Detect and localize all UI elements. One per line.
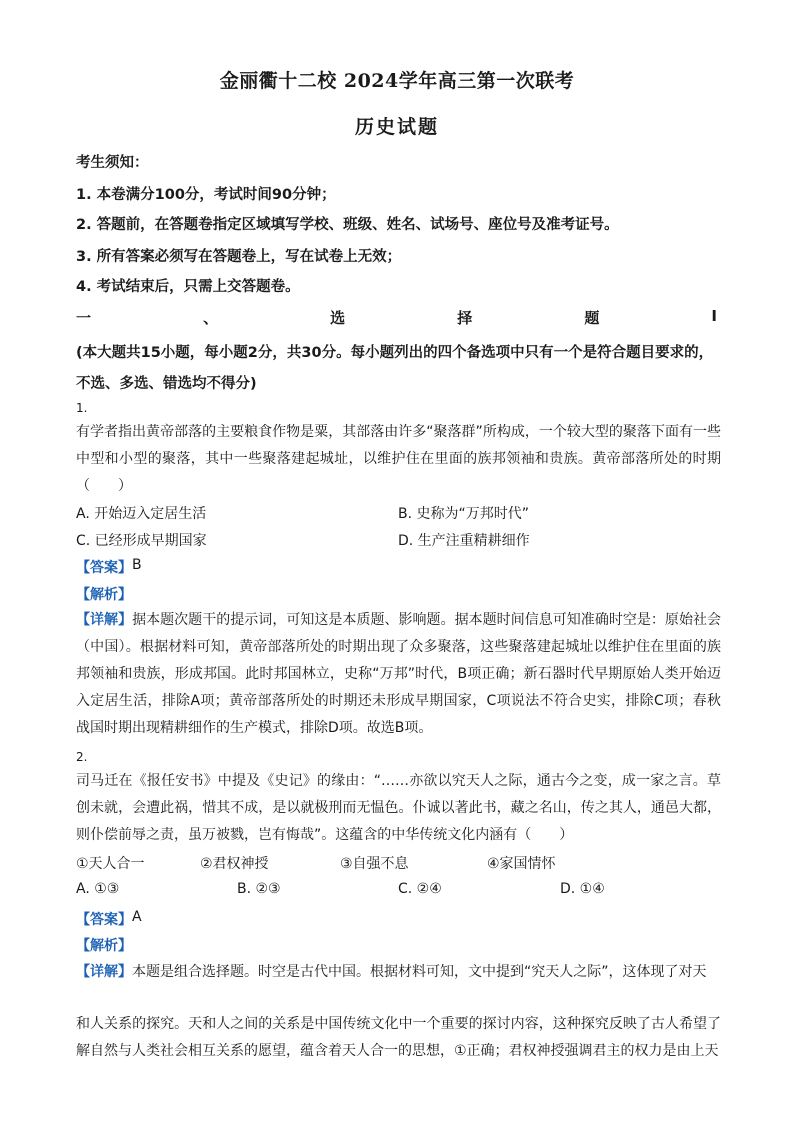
q1-detail-text: 据本题次题干的提示词，可知这是本质题、影响题。据本题时间信息可知准确时空是：原始社会（中国）。根据材料可知，黄帝部落所处的时期出现了众多聚落，这些聚落建起城址以维护住在里面的族邦领袖和贵族，形成邦国。此时邦国林立，史称“万邦”时代，B项正确；新石器时代早期原始人类开始迈入定居生活，排除A项；黄帝部落所处的时期还未形成早期国家，C项说法不符合史实，排除C项；春秋战国时期出现精耕细作的生产模式，排除D项。故选B项。	[76, 612, 722, 736]
q1-answer-label: 【答案】	[76, 560, 132, 576]
notice-item-3: 3. 所有答案必须写在答题卷上，写在试卷上无效；	[76, 249, 402, 265]
q2-answer-value: A	[132, 909, 142, 925]
q1-option-d: D. 生产注重精耕细作	[398, 533, 530, 549]
q2-detail-continuation: 和人关系的探究。天和人之间的关系是中国传统文化中一个重要的探讨内容，这种探究反映了古人希望了解自然与人类社会相互关系的愿望，蕴含着天人合一的思想，①正确；君权神授强调君主的权力是由上天	[76, 1016, 721, 1059]
q1-detail-label: 【详解】	[76, 612, 133, 628]
section-description: (本大题共15小题，每小题2分，共30分。每小题列出的四个备选项中只有一个是符合题目要求的，不选、多选、错选均不得分)	[76, 345, 714, 392]
question-2-number: 2.	[76, 750, 88, 764]
q1-detail	[76, 607, 721, 742]
notice-item-1: 1. 本卷满分100分，考试时间90分钟；	[76, 187, 336, 203]
notice-item-2: 2. 答题前，在答题卷指定区域填写学校、班级、姓名、试场号、座位号及准考证号。	[76, 217, 619, 233]
exam-title: 金丽衢十二校 2024学年高三第一次联考	[219, 70, 575, 92]
q2-analysis-label: 【解析】	[76, 938, 132, 954]
section-heading-char: 、	[203, 309, 219, 327]
q1-option-c: C. 已经形成早期国家	[76, 533, 207, 549]
q2-option-b: B. ②③	[237, 881, 281, 897]
section-heading-char: I	[711, 307, 717, 325]
section-heading-char: 择	[457, 309, 473, 327]
section-heading-char: 选	[330, 309, 346, 327]
notice-item-4: 4. 考试结束后，只需上交答题卷。	[76, 279, 300, 295]
q2-item-3: ③自强不息	[340, 856, 409, 872]
section-heading-char: 一	[76, 309, 92, 327]
q2-detail-text: 本题是组合选择题。时空是古代中国。根据材料可知，文中提到“究天人之际”，这体现了对天	[132, 964, 707, 980]
q2-item-4: ④家国情怀	[487, 856, 556, 872]
q2-option-d: D. ①④	[560, 881, 605, 897]
q2-detail-label: 【详解】	[76, 964, 132, 980]
question-2-stem: 司马迁在《报任安书》中提及《史记》的缘由：“……亦欲以究天人之际，通古今之变，成一家之言。草创未就，会遭此祸，惜其不成，是以就极刑而无愠色。仆诚以著此书，藏之名山，传之其人，通邑大都，则仆偿前辱之责，虽万被戮，岂有悔哉”。这蕴含的中华传统文化内涵有（ ）	[76, 773, 721, 843]
q2-item-2: ②君权神授	[200, 856, 269, 872]
q2-item-1: ①天人合一	[76, 856, 145, 872]
section-heading	[76, 307, 717, 328]
q1-answer-value: B	[132, 557, 142, 573]
q2-answer-label: 【答案】	[76, 912, 132, 928]
q1-option-a: A. 开始迈入定居生活	[76, 506, 207, 522]
question-1-number: 1.	[76, 401, 88, 415]
q1-analysis-label: 【解析】	[76, 587, 132, 603]
section-heading-char: 题	[584, 309, 600, 327]
question-1-stem: 有学者指出黄帝部落的主要粮食作物是粟，其部落由许多“聚落群”所构成，一个较大型的聚落下面有一些中型和小型的聚落，其中一些聚落建起城址，以维护住在里面的族邦领袖和贵族。黄帝部落所处的时期（ ）	[76, 424, 721, 494]
q1-option-b: B. 史称为“万邦时代”	[398, 506, 530, 522]
exam-subtitle: 历史试题	[354, 116, 439, 138]
q2-option-c: C. ②④	[398, 881, 442, 897]
q2-option-a: A. ①③	[76, 881, 120, 897]
notice-heading: 考生须知：	[76, 155, 149, 171]
q2-detail	[76, 959, 721, 986]
